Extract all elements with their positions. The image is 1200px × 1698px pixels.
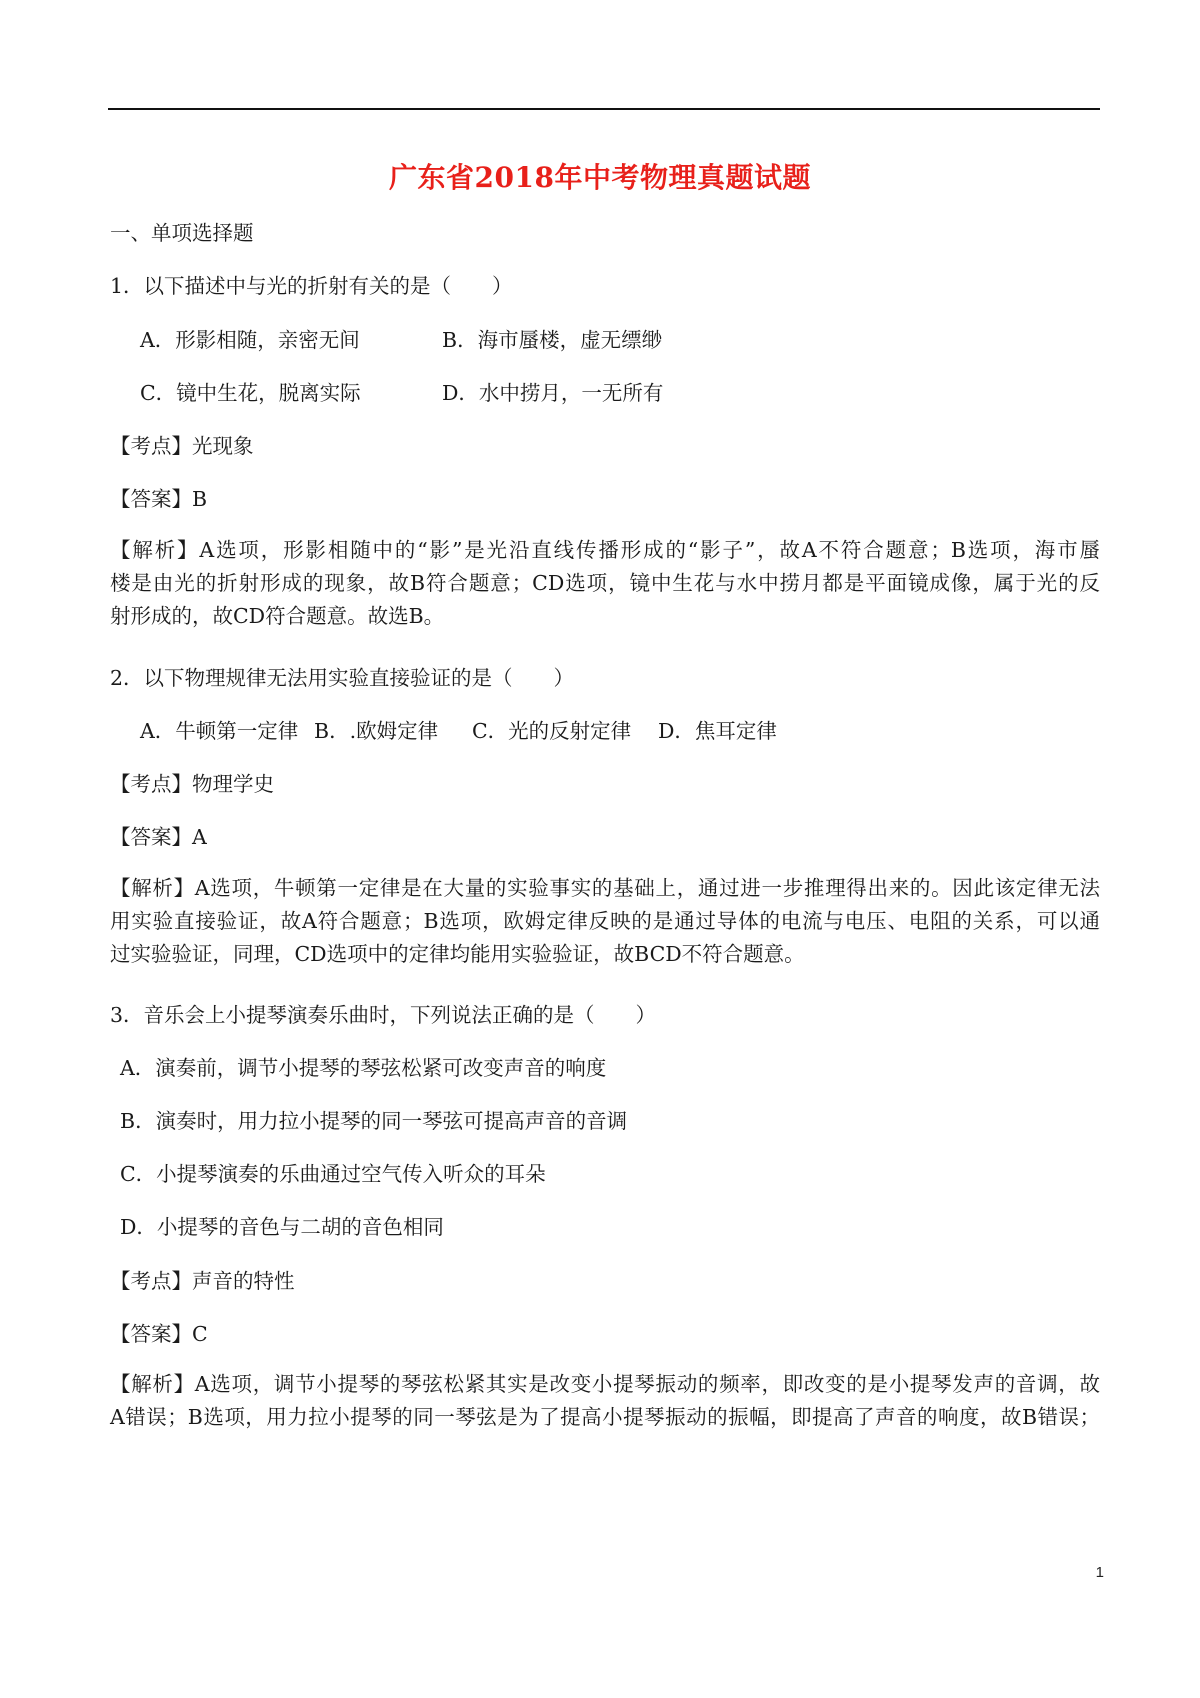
question-2-analysis xyxy=(110,872,1100,971)
question-2-topic: 【考点】物理学史 xyxy=(110,772,274,796)
page-number: 1 xyxy=(1095,1564,1104,1581)
question-1-topic: 【考点】光现象 xyxy=(110,434,254,458)
question-3-option-b: B．演奏时，用力拉小提琴的同一琴弦可提高声音的音调 xyxy=(120,1109,628,1133)
question-2-option-d: D．焦耳定律 xyxy=(658,719,777,743)
question-2-option-c: C．光的反射定律 xyxy=(472,719,632,743)
question-3-stem: 3．音乐会上小提琴演奏乐曲时，下列说法正确的是（ ） xyxy=(110,1003,657,1027)
question-3-option-d: D．小提琴的音色与二胡的音色相同 xyxy=(120,1215,444,1239)
question-1-option-b: B．海市蜃楼，虚无缥缈 xyxy=(442,328,663,352)
analysis-line: 【解析】A选项，形影相随中的“影”是光沿直线传播形成的“影子”，故A不符合题意；B选项，海市蜃 xyxy=(110,538,1100,562)
analysis-line: 过实验验证，同理，CD选项中的定律均能用实验验证，故BCD不符合题意。 xyxy=(110,942,805,966)
question-3-option-c: C．小提琴演奏的乐曲通过空气传入听众的耳朵 xyxy=(120,1162,546,1186)
question-3-topic: 【考点】声音的特性 xyxy=(110,1269,295,1293)
question-3-analysis xyxy=(110,1368,1100,1434)
section-heading: 一、单项选择题 xyxy=(110,221,254,245)
question-2-stem: 2．以下物理规律无法用实验直接验证的是（ ） xyxy=(110,666,575,690)
question-1-analysis xyxy=(110,534,1100,633)
question-1-option-c: C．镜中生花，脱离实际 xyxy=(140,381,361,405)
question-1-stem: 1．以下描述中与光的折射有关的是（ ） xyxy=(110,274,513,298)
header-rule xyxy=(108,108,1100,110)
analysis-line: 射形成的，故CD符合题意。故选B。 xyxy=(110,604,445,628)
analysis-line: A错误；B选项，用力拉小提琴的同一琴弦是为了提高小提琴振动的振幅，即提高了声音的响度，故B错误； xyxy=(110,1405,1100,1429)
analysis-line: 【解析】A选项，牛顿第一定律是在大量的实验事实的基础上，通过进一步推理得出来的。因此该定律无法 xyxy=(110,876,1100,900)
question-1-answer: 【答案】B xyxy=(110,487,208,511)
document-title: 广东省2018年中考物理真题试题 xyxy=(389,161,811,194)
analysis-line: 用实验直接验证，故A符合题意；B选项，欧姆定律反映的是通过导体的电流与电压、电阻的关系，可以通 xyxy=(110,909,1100,933)
question-3-answer: 【答案】C xyxy=(110,1322,208,1346)
question-3-option-a: A．演奏前，调节小提琴的琴弦松紧可改变声音的响度 xyxy=(120,1056,607,1080)
question-2-option-b: B．.欧姆定律 xyxy=(314,719,439,743)
question-2-answer: 【答案】A xyxy=(110,825,207,849)
analysis-line: 楼是由光的折射形成的现象，故B符合题意；CD选项，镜中生花与水中捞月都是平面镜成像，属于光的反 xyxy=(110,571,1100,595)
question-1-option-a: A．形影相随，亲密无间 xyxy=(140,328,360,352)
analysis-line: 【解析】A选项，调节小提琴的琴弦松紧其实是改变小提琴振动的频率，即改变的是小提琴发声的音调，故 xyxy=(110,1372,1100,1396)
question-2-option-a: A．牛顿第一定律 xyxy=(140,719,299,743)
question-1-option-d: D．水中捞月，一无所有 xyxy=(442,381,664,405)
